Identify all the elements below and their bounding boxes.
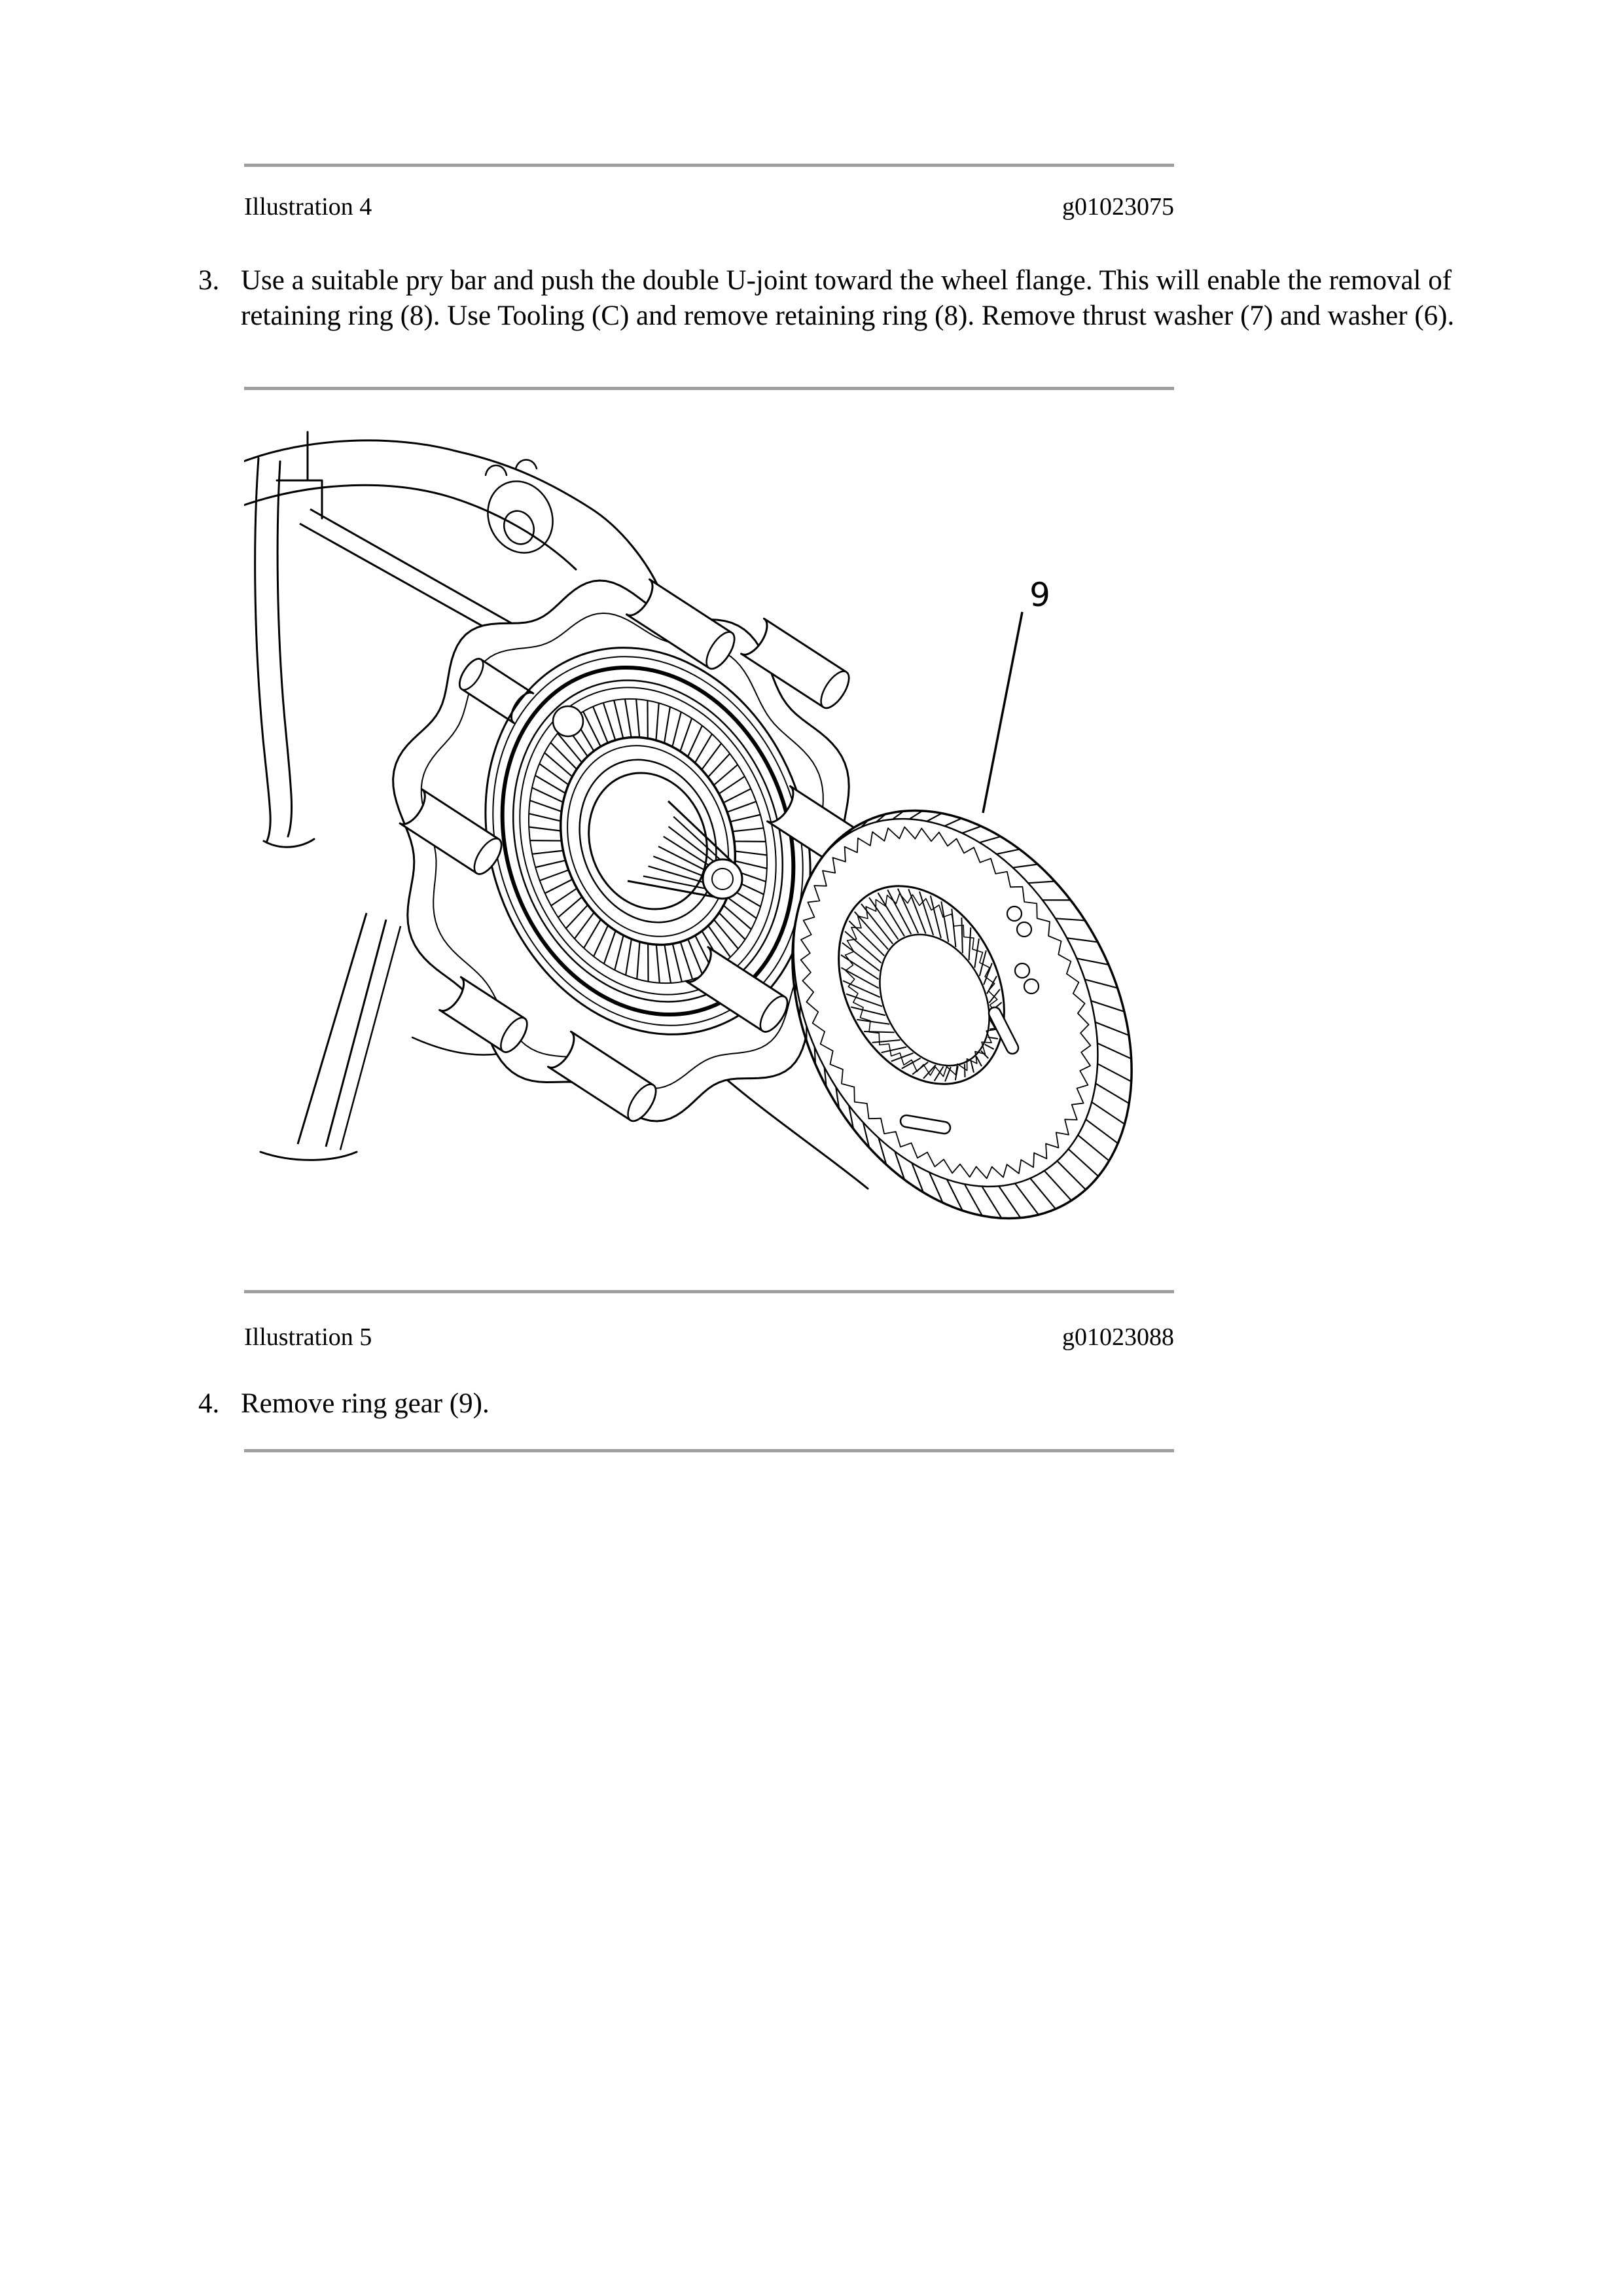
step-4-text: Remove ring gear (9).: [241, 1388, 490, 1419]
step-3-text: Use a suitable pry bar and push the double U-joint toward the wheel flange. This will enable the removal of retaining ring (8). Use Tooling (C) and remove retaining ring (8). Remove thrust washer (7) and washer (6).: [241, 265, 1455, 331]
callout-9-leader-line: [983, 612, 1022, 813]
figure5-id: g01023088: [1062, 1323, 1174, 1351]
figure4-top-rule: [244, 164, 1174, 167]
step-4-number: 4.: [198, 1388, 220, 1419]
figure5-caption: Illustration 5: [244, 1323, 372, 1351]
step4-bottom-rule: [244, 1449, 1174, 1452]
step-4: [198, 1386, 1476, 1422]
callout-9-label: 9: [1029, 576, 1050, 614]
figure5-illustration: [244, 419, 1174, 1278]
figure5-caption-row: [244, 1322, 1174, 1352]
figure5-bottom-rule: [244, 1290, 1174, 1293]
figure4-caption: Illustration 4: [244, 193, 372, 221]
figure4-caption-row: [244, 192, 1174, 222]
figure4-id: g01023075: [1062, 193, 1174, 221]
step-3-number: 3.: [198, 265, 220, 296]
step-3: [198, 263, 1476, 334]
hub-and-ring-gear-drawing: [244, 432, 1174, 1278]
figure5-top-rule: [244, 387, 1174, 390]
